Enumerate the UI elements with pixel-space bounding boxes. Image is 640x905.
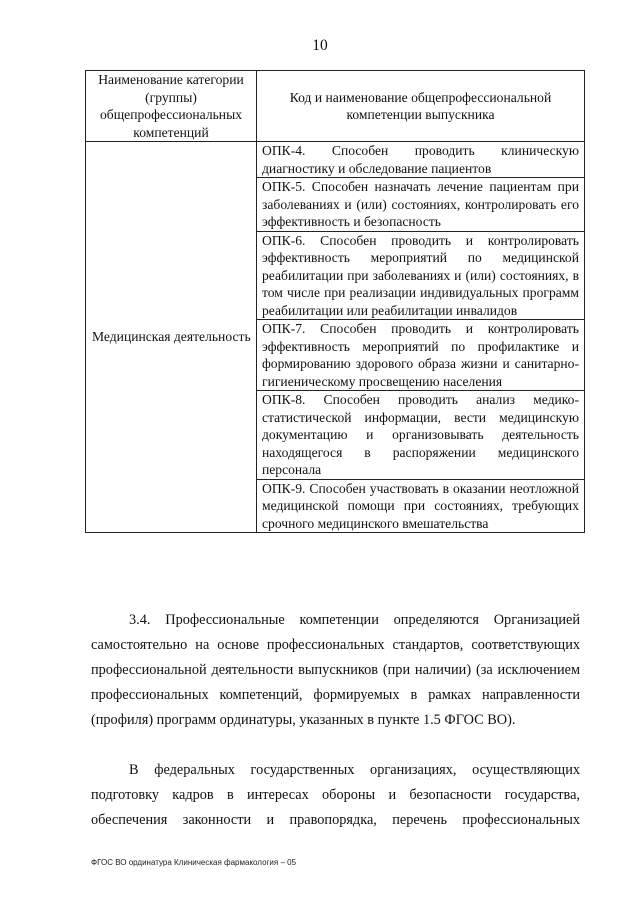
category-cell: Медицинская деятельность (86, 142, 257, 533)
competencies-table (85, 70, 585, 533)
paragraph-federal-organizations: В федеральных государственных организациях, осуществляющих подготовку кадров в интересах обороны и безопасности государства, обеспечения законности и правопорядка, перечень профессиональных (91, 762, 580, 828)
competency-opk-8: ОПК-8. Способен проводить анализ медико-статистической информации, вести медицинскую документацию и организовывать деятельность находящегося в распоряжении медицинского персонала (257, 391, 585, 480)
competency-opk-4: ОПК-4. Способен проводить клиническую диагностику и обследование пациентов (257, 142, 585, 178)
competency-opk-6: ОПК-6. Способен проводить и контролировать эффективность мероприятий по медицинской реабилитации при заболеваниях и (или) состояниях, в том числе при реализации индивидуальных программ реабилитации или реабилитации инвалидов (257, 231, 585, 320)
competency-opk-9: ОПК-9. Способен участвовать в оказании неотложной медицинской помощи при состояниях, требующих срочного медицинского вмешательства (257, 479, 585, 533)
header-code-cell: Код и наименование общепрофессиональной компетенции выпускника (257, 71, 585, 142)
table-row (86, 142, 585, 178)
paragraph-3-4: 3.4. Профессиональные компетенции определяются Организацией самостоятельно на основе профессиональных стандартов, соответствующих профессиональной деятельности выпускников (при наличии) (за исключением профессиональных компетенций, формируемых в рамках направленности (профиля) программ ординатуры, указанных в пункте 1.5 ФГОС ВО). (91, 612, 580, 728)
document-footer: ФГОС ВО ординатура Клиническая фармакология – 05 (91, 858, 297, 867)
table-header-row (86, 71, 585, 142)
competency-opk-7: ОПК-7. Способен проводить и контролировать эффективность мероприятий по профилактике и формированию здорового образа жизни и санитарно-гигиеническому просвещению населения (257, 320, 585, 391)
page-number: 10 (312, 37, 328, 54)
competency-opk-5: ОПК-5. Способен назначать лечение пациентам при заболеваниях и (или) состояниях, контролировать его эффективность и безопасность (257, 178, 585, 232)
header-category-cell: Наименование категории (группы) общепрофессиональных компетенций (86, 71, 257, 142)
